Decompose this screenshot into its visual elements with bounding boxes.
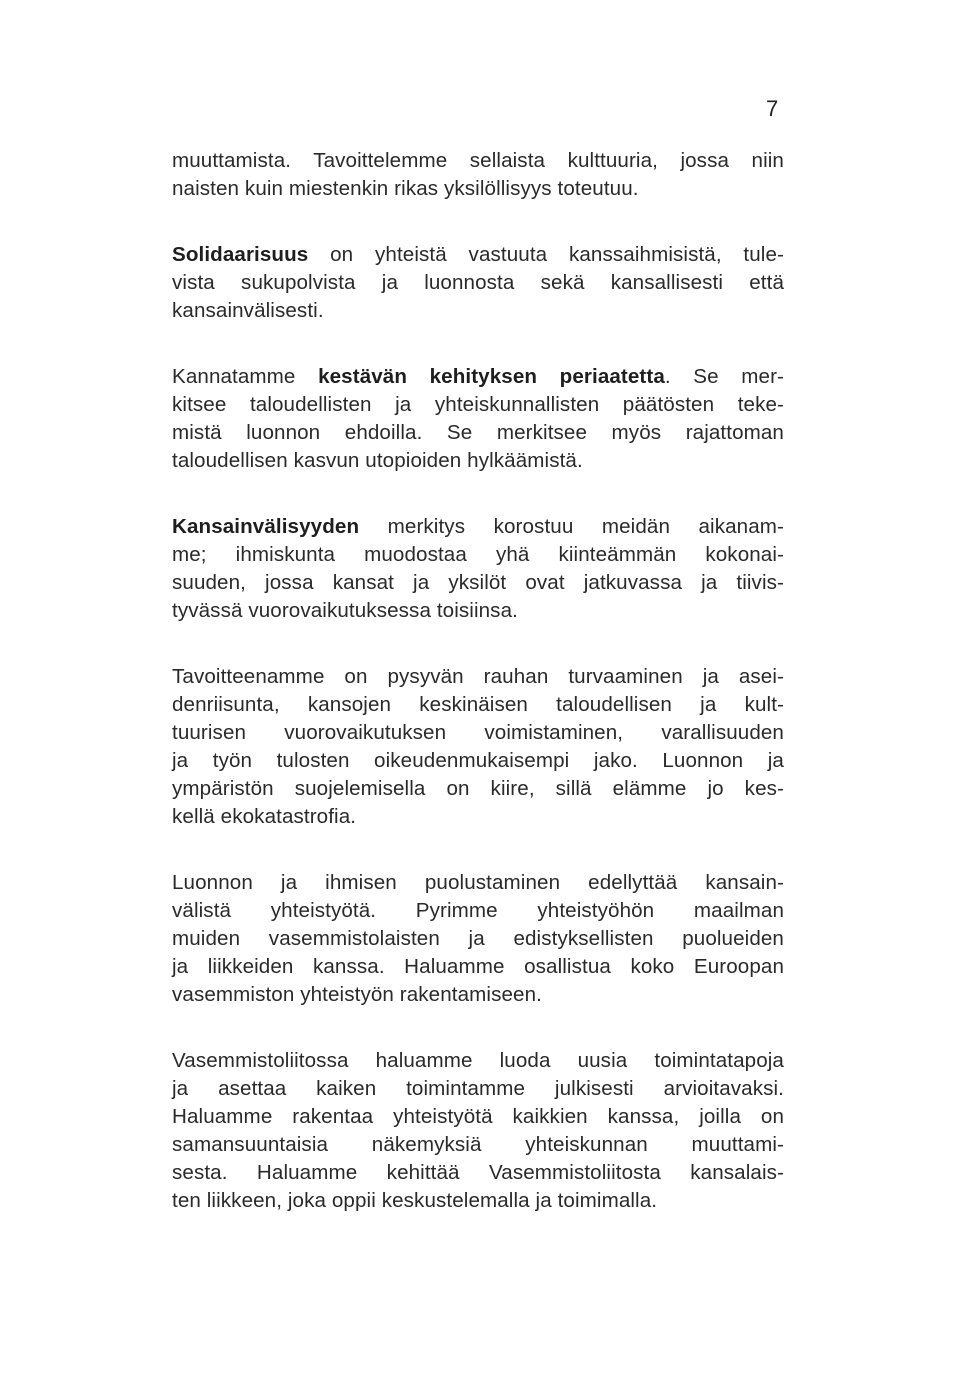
text-line: Vasemmistoliitossa haluamme luoda uusia toimintatapoja [172,1049,784,1072]
paragraph-culture [172,147,784,203]
bold-term: Kansainvälisyyden [172,515,360,538]
text-line: sesta. Haluamme kehittää Vasemmistoliitosta kansalais- [172,1161,784,1184]
text-line: ten liikkeen, joka oppii keskustelemalla ja toimimalla. [172,1189,658,1212]
text-line: taloudellisen kasvun utopioiden hylkäämistä. [172,449,583,472]
text-line: Luonnon ja ihmisen puolustaminen edellyttää kansain- [172,871,784,894]
paragraph-solidarity [172,241,784,325]
text-line: kansainvälisesti. [172,299,324,322]
text-line: naisten kuin miestenkin rikas yksilöllisyys toteutuu. [172,177,639,200]
text-line: välistä yhteistyötä. Pyrimme yhteistyöhön maailman [172,899,784,922]
document-body [172,147,784,1215]
text-line: ja liikkeiden kanssa. Haluamme osallistua koko Euroopan [172,955,784,978]
text-line: vista sukupolvista ja luonnosta sekä kansallisesti että [172,271,784,294]
paragraph-peace-goals [172,663,784,831]
text-line: muuttamista. Tavoittelemme sellaista kulttuuria, jossa niin [172,149,784,172]
text-line: Haluamme rakentaa yhteistyötä kaikkien kanssa, joilla on [172,1105,784,1128]
text-line: kitsee taloudellisten ja yhteiskunnallisten päätösten teke- [172,393,784,416]
text-line: tyvässä vuorovaikutuksessa toisiinsa. [172,599,518,622]
text-line [172,513,784,541]
paragraph-sustainable-development [172,363,784,475]
paragraph-left-alliance [172,1047,784,1215]
text-line: samansuuntaisia näkemyksiä yhteiskunnan muuttami- [172,1133,784,1156]
text-fragment: on yhteistä vastuuta kanssaihmisistä, tule- [308,243,784,266]
text-line: ja työn tulosten oikeudenmukaisempi jako. Luonnon ja [172,749,784,772]
text-line: vasemmiston yhteistyön rakentamiseen. [172,983,542,1006]
text-line: mistä luonnon ehdoilla. Se merkitsee myös rajattoman [172,421,784,444]
text-line: denriisunta, kansojen keskinäisen taloudellisen ja kult- [172,693,784,716]
text-fragment: . Se mer- [664,365,784,388]
bold-term: kestävän kehityksen periaatetta [318,365,665,388]
text-line: suuden, jossa kansat ja yksilöt ovat jatkuvassa ja tiivis- [172,571,784,594]
text-fragment: merkitys korostuu meidän aikanam- [359,515,784,538]
text-fragment: Kannatamme [172,365,319,388]
page-number: 7 [766,96,779,121]
text-line: kellä ekokatastrofia. [172,805,357,828]
text-line: ja asettaa kaiken toimintamme julkisesti arvioitavaksi. [172,1077,784,1100]
text-line: ympäristön suojelemisella on kiire, sillä elämme jo kes- [172,777,784,800]
paragraph-internationalism [172,513,784,625]
bold-term: Solidaarisuus [172,243,309,266]
text-line [172,241,784,269]
paragraph-international-cooperation [172,869,784,1009]
text-line: tuurisen vuorovaikutuksen voimistaminen, varallisuuden [172,721,784,744]
text-line: me; ihmiskunta muodostaa yhä kiinteämmän kokonai- [172,543,784,566]
text-line: Tavoitteenamme on pysyvän rauhan turvaaminen ja asei- [172,665,784,688]
text-line: muiden vasemmistolaisten ja edistyksellisten puolueiden [172,927,784,950]
text-line [172,363,784,391]
